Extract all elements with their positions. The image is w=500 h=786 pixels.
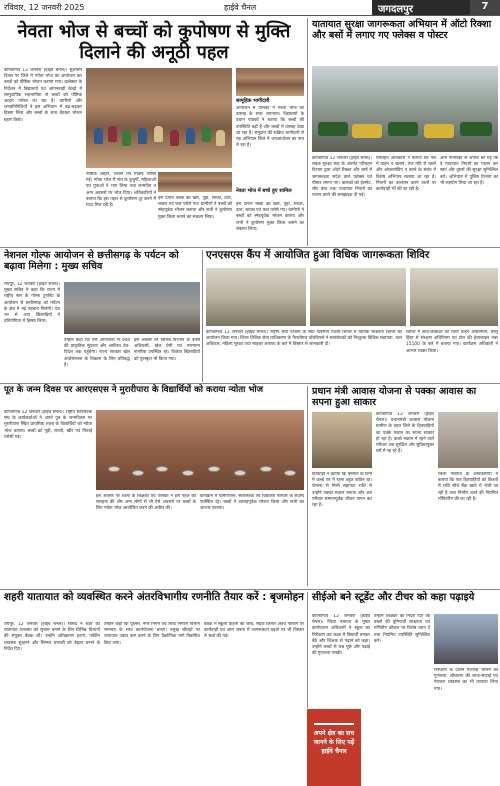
story-1-headline: नेवता भोज से बच्चों को कुपोषण से मुक्ति दिलाने की अनूठी पहल (17, 21, 291, 63)
story-6-col-c: जिला पंचायत के अधिकारियों ने बताया कि पात्र हितग्राहियों को किश्तों में राशि सीधे बैंक खाते में भेजी जा रही है तथा निर्माण कार्य की नियमित मॉनिटरिंग की जा रही है। (438, 472, 498, 502)
story-6-col-a: कोण्डागांव 12 जनवरी (हाईवे चैनल)। प्रधानमंत्री आवास योजना ग्रामीण के तहत जिले के हितग्राहियों का पक्के मकान का सपना साकार हो रहा है। कच्चे मकान में रहने वाले परिवार अब सुरक्षित और सुविधायुक्त घरों में रह रहे हैं। (376, 412, 434, 455)
story-3-headline: नेशनल गोल्फ आयोजन से छत्तीसगढ़ के पर्यटन को बढ़ावा मिलेगा : मुख्य सचिव (4, 250, 179, 273)
paper-name: हाईवे चैनल (224, 3, 257, 12)
story-1-subhead-c: सामूहिक भागीदारी (236, 98, 270, 104)
story-3-col-a: रायपुर, 12 जनवरी (हाईवे चैनल)। मुख्य सचिव ने कहा कि राज्य में राष्ट्रीय स्तर के गोल्फ टूर्नामेंट के आयोजन से छत्तीसगढ़ को पर्यटन के क्षेत्र में नई पहचान मिलेगी। देश भर से आए खिलाड़ियों ने प्रतियोगिता में हिस्सा लिया। (4, 282, 60, 325)
edition-city: जगदलपुर (372, 0, 470, 15)
story-4-headline: एनएसएस कैंप में आयोजित हुआ विधिक जागरूकता शिविर (206, 249, 430, 261)
story-6-col-b: हितग्राही ने बताया कि बरसात के दिनों में कच्चे घर में रहना बहुत कठिन था। योजना से मिली सहायता राशि से उन्होंने पक्का मकान बनाया और अब परिवार सम्मानपूर्वक जीवन यापन कर रहा है। (312, 472, 372, 509)
story-4-col-b: शिविर में छात्र-छात्राओं को मोटर वाहन अधिनियम, घरेलू हिंसा से संरक्षण अधिनियम एवं टोल फ्री हेल्पलाइन नंबर 15100 के बारे में बताया गया। कार्यक्रम अधिकारी ने आभार व्यक्त किया। (406, 330, 498, 354)
story-4-photo-3 (410, 268, 498, 326)
story-7-col-c: बैठक में स्कूली वाहनों की जांच, सड़क किनारे अवैध पार्किंग पर कार्यवाही एवं आम जनता में जागरूकता बढ़ाने पर भी विस्तार से चर्चा की गई। (204, 622, 304, 640)
column-divider-2 (202, 250, 203, 382)
story-8-photo (434, 614, 498, 664)
story-1-col-a: कोण्डागांव 12 जनवरी (हाईवे चैनल)। सुशासन दिवस पर जिले में न्योता भोज का आयोजन कर बच्चों को पौष्टिक भोजन कराया गया। कलेक्टर के निर्देशन में विद्यालयों एवं आंगनबाड़ी केन्द्रों में सामुदायिक सहभागिता से बच्चों को पौष्टिक आहार परोसा जा रहा है। ग्रामीणों और जनप्रतिनिधियों ने इस अभियान में बढ़-चढ़कर हिस्सा लिया और बच्चों के साथ बैठकर भोजन ग्रहण किया। (4, 68, 82, 123)
column-divider (307, 18, 308, 246)
story-4-photo-2 (310, 268, 406, 326)
promo-line-1: अपने क्षेत्र का सच (313, 730, 355, 737)
story-4-col-a: कोण्डागांव 12 जनवरी (हाईवे चैनल)। राष्ट्रीय सेवा योजना के सात दिवसीय विशेष शिविर में विधिक साक्षरता शिविर का आयोजन किया गया। जिला विधिक सेवा प्राधिकरण के पैरालीगल वॉलंटियर्स ने स्वयंसेवकों को निःशुल्क विधिक सहायता, बाल अधिकार, महिला सुरक्षा तथा साइबर अपराध के बारे में विस्तार से जानकारी दी। (206, 330, 402, 348)
story-7-col-b: उन्होंने कहा कि पुलिस, नगर निगम एवं लोक निर्माण विभाग समन्वय के साथ कार्ययोजना बनाएं। प्रमुख चौराहों पर यातायात दबाव कम करने के लिए वैकल्पिक मार्ग विकसित किए जाएं। (104, 622, 200, 646)
story-6-portrait (438, 412, 498, 468)
story-8-col-a: कोण्डागांव 12 जनवरी (हाईवे चैनल)। जिला पंचायत के मुख्य कार्यपालन अधिकारी ने स्कूल का निरीक्षण कर कक्षा में विद्यार्थी बनकर बैठे और शिक्षक से पढ़ाने को कहा। उन्होंने बच्चों से प्रश्न पूछे और पढ़ाई की गुणवत्ता परखी। (312, 614, 370, 657)
story-1-subhead-d: नेवता भोज में बच्चे हुए शामिल (236, 188, 292, 194)
column-divider-3 (307, 386, 308, 586)
story-4-photo-1 (206, 268, 306, 326)
story-2-photo (312, 66, 498, 152)
story-1-col-b2: इस दौरान बच्चों को खीर, पूड़ी, सब्जी, दाल, चावल एवं फल परोसे गए। ग्रामीणों ने बच्चों को स्नेहपूर्वक भोजन कराया और सभी ने कुपोषण मुक्त जिला बनाने का संकल्प लिया। (158, 196, 232, 220)
promo-line-2: जानने के लिए पढ़ें (313, 739, 355, 746)
story-1-col-b: पौष्टिक आहार, व्यंजन एवं मिठाई परोसी गई। न्योता भोज में गांव के बुजुर्गों, महिलाओं एवं युवाओं ने भाग लिया तथा जन्मदिन व अन्य अवसरों पर भोज दिया। अधिकारियों ने बताया कि इस पहल से कुपोषण दूर करने में मदद मिल रही है। (86, 172, 156, 209)
story-2-col-c: आम नागरिकों से अपील की गई कि वे यातायात नियमों का पालन कर स्वयं और दूसरों की सुरक्षा सुनिश्चित करें। अभियान में पुलिस विभाग का भी सहयोग लिया जा रहा है। (440, 156, 498, 186)
story-2-col-b: परिवहन अधिकारी ने बताया कि नशे में वाहन न चलाने, तेज गति से बचने और ओवरलोडिंग न करने के संबंध में विशेष अभियान चलाया जा रहा है। नियमों का उल्लंघन करने वालों पर कार्यवाही भी की जा रही है। (376, 156, 436, 193)
story-7-col-a: रायपुर, 12 जनवरी (हाईवे चैनल)। सांसद ने शहर की यातायात व्यवस्था को सुचारु बनाने के लिए विभिन्न विभागों की संयुक्त बैठक ली। उन्होंने अतिक्रमण हटाने, पार्किंग व्यवस्था सुधारने और सिग्नल प्रणाली को बेहतर बनाने के निर्देश दिए। (4, 622, 100, 652)
story-2-headline: यातायात सुरक्षा जागरूकता अभियान में ऑटो रिक्शा और बसों में लगाए गए फ्लेक्स व पोस्टर (312, 19, 492, 41)
section-rule-2 (0, 383, 500, 384)
story-1-col-c: आयोजन में पालकों ने नेवता भोज को उत्साह के साथ अपनाया। विद्यालयों के प्रधान पाठकों ने बताया कि बच्चों की उपस्थिति बढ़ी है और बच्चों में उत्साह देखा जा रहा है। समुदाय की सक्रिय भागीदारी से यह अभियान जिले में जनआंदोलन का रूप ले रहा है। (236, 106, 304, 149)
story-5-col-a: कोण्डागांव 12 जनवरी (हाईवे चैनल)। राष्ट्रीय स्वयंसेवक संघ के कार्यकर्ताओं ने अपने पुत्र के जन्मदिवस पर मुरारीपारा स्थित प्राथमिक शाला के विद्यार्थियों को न्योता भोज कराया। बच्चों को पूड़ी, सब्जी, खीर एवं मिठाई परोसी गई। (4, 410, 92, 440)
section-rule-3 (0, 589, 500, 590)
story-5-col-c: कार्यक्रम में ग्रामीणजन, स्वयंसेवक एवं विद्यालय परिवार के सदस्य उपस्थित रहे। बच्चों ने उत्साहपूर्वक भोजन किया और सभी का आभार जताया। (200, 494, 304, 512)
story-3-col-b: उन्होंने कहा कि ऐसे आयोजनों से प्रदेश की प्राकृतिक सुंदरता और आतिथ्य देश-विदेश तक पहुंचेगा। राज्य सरकार खेल अधोसंरचना के विकास के लिए प्रतिबद्ध है। (64, 338, 130, 368)
section-rule (0, 247, 500, 248)
promo-ad-box (307, 709, 361, 786)
story-6-headline: प्रधान मंत्री आवास योजना से पक्का आवास का सपना हुआ साकार (312, 386, 477, 409)
promo-line-3: हाईवे चैनल (321, 748, 347, 755)
story-5-col-b: इस अवसर पर शाला के शिक्षकों एवं पालकों ने इस पहल की सराहना की और अन्य लोगों से भी ऐसे अवसरों पर बच्चों के लिए न्योता भोज आयोजित करने की अपील की। (96, 494, 196, 512)
story-6-photo (312, 412, 372, 468)
story-5-headline: पूत के जन्म दिवस पर आरएसएस ने मुरारीपारा के विद्यार्थियों को कराया न्योता भोज (4, 385, 264, 395)
story-8-col-b: उन्होंने शिक्षकों को निर्देश दिए कि बच्चों की बुनियादी साक्षरता एवं गणितीय कौशल पर विशेष ध्यान दें तथा नियमित उपस्थिति सुनिश्चित करें। (374, 614, 430, 644)
story-5-photo (96, 410, 304, 490)
column-divider-4 (307, 592, 308, 708)
story-8-col-c: निरीक्षण के दौरान मध्यान्ह भोजन की गुणवत्ता, शौचालय की साफ-सफाई एवं पेयजल व्यवस्था का भी जायजा लिया गया। (434, 668, 498, 692)
page-number: 7 (470, 0, 500, 15)
story-1-photo (86, 68, 232, 168)
story-3-col-c: इस अवसर पर विभिन्न विभागों के वरिष्ठ अधिकारी, खेल प्रेमी एवं गणमान्य नागरिक उपस्थित रहे। विजेता खिलाड़ियों को पुरस्कृत भी किया गया। (134, 338, 200, 362)
masthead (0, 0, 500, 16)
issue-date: रविवार, 12 जनवरी 2025 (4, 3, 85, 12)
story-1-photo-2 (158, 172, 232, 192)
story-3-photo (64, 282, 200, 334)
story-1-col-d: इस दौरान बच्चों को खीर, पूड़ी, सब्जी, दाल, चावल एवं फल परोसे गए। ग्रामीणों ने बच्चों को स्नेहपूर्वक भोजन कराया और सभी ने कुपोषण मुक्त जिला बनाने का संकल्प लिया। (236, 202, 304, 232)
story-7-headline: शहरी यातायात को व्यवस्थित करने अंतरविभागीय रणनीति तैयार करें : बृजमोहन (4, 591, 304, 603)
story-2-col-a: कोण्डागांव 12 जनवरी (हाईवे चैनल)। सड़क सुरक्षा माह के अंतर्गत परिवहन विभाग द्वारा ऑटो रिक्शा और बसों में जागरूकता संदेश वाले फ्लेक्स एवं पोस्टर लगाए गए। चालकों को हेलमेट, सीट बेल्ट तथा यातायात नियमों का पालन करने की समझाइश दी गई। (312, 156, 372, 199)
story-8-headline: सीईओ बने स्टूडेंट और टीचर को कहा पढ़ाइये (312, 592, 475, 603)
story-1-photo-3 (236, 68, 304, 96)
